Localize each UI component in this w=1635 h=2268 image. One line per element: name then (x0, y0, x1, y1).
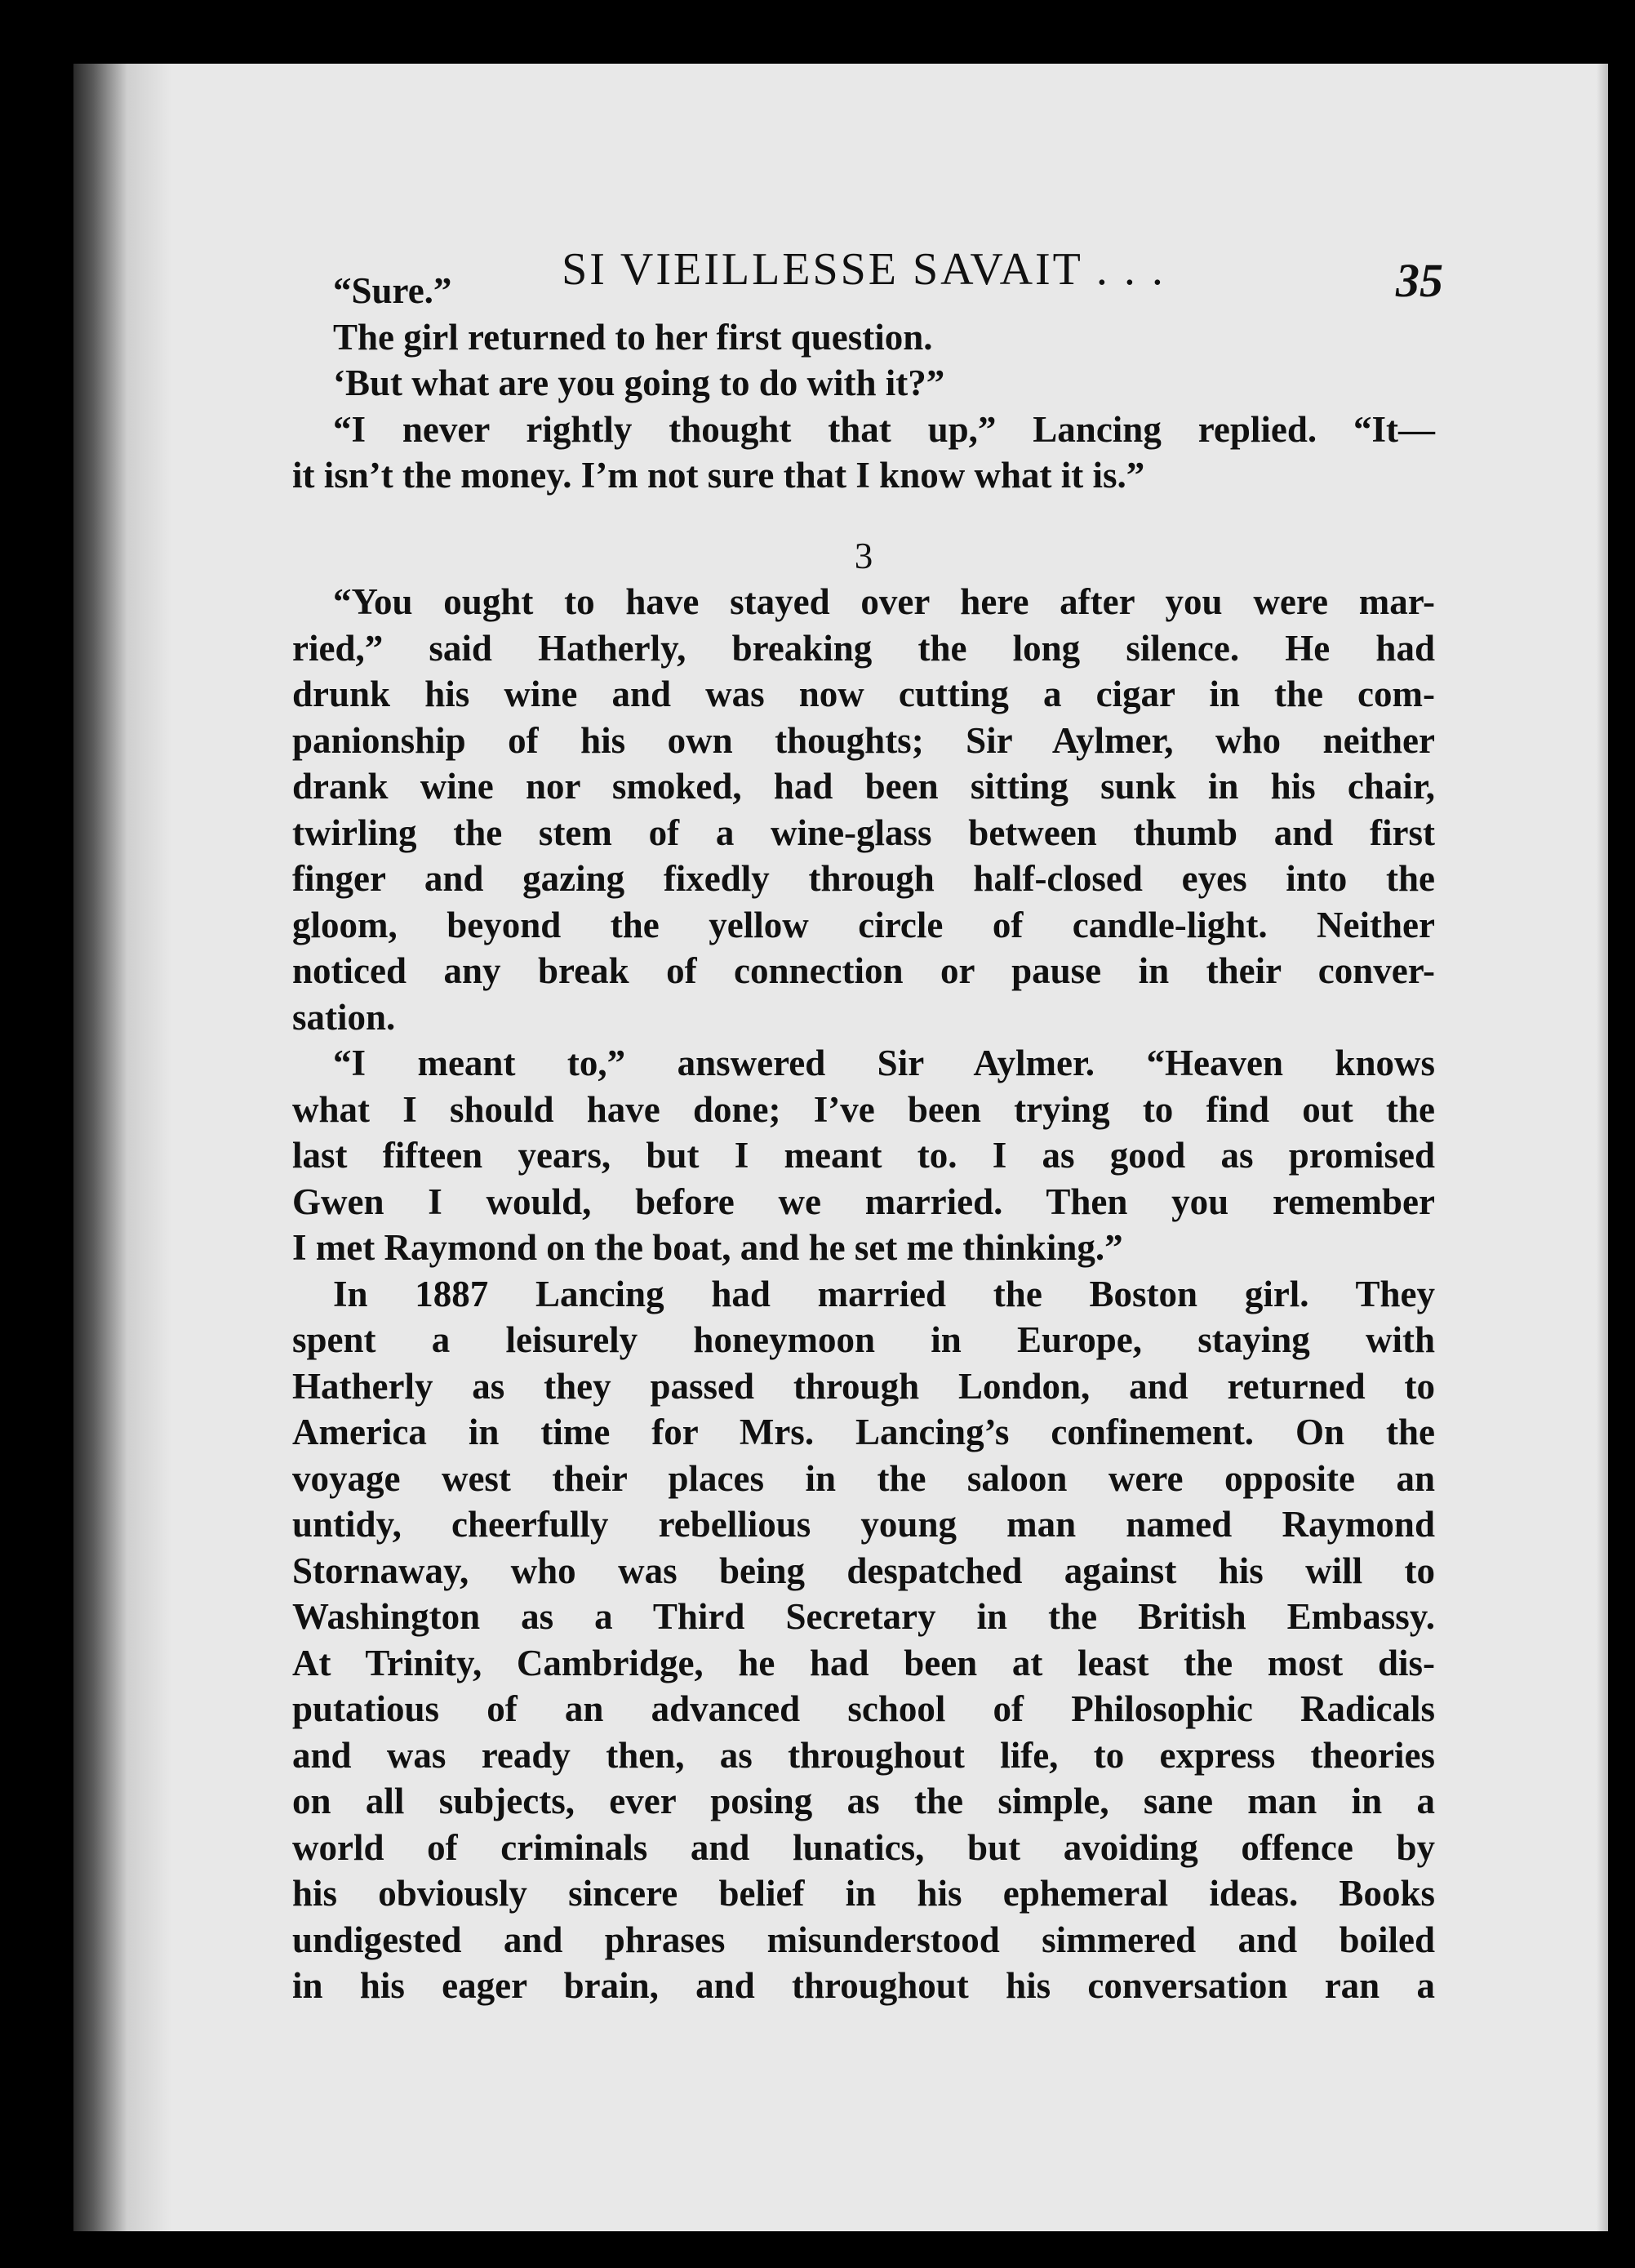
text-line: Washington as a Third Secretary in the British Embassy. (292, 1596, 1435, 1637)
text-line: gloom, beyond the yellow circle of candle-light. Neither (292, 904, 1435, 945)
text-line: voyage west their places in the saloon were opposite an (292, 1457, 1435, 1499)
text-line: Gwen I would, before we married. Then you remember (292, 1181, 1435, 1222)
text-line: ried,” said Hatherly, breaking the long silence. He had (292, 627, 1435, 669)
text-line: America in time for Mrs. Lancing’s confinement. On the (292, 1412, 1435, 1452)
section-number: 3 (854, 535, 873, 576)
text-line: and was ready then, as throughout life, to express theories (292, 1734, 1435, 1776)
text-line: drank wine nor smoked, had been sitting sunk in his chair, (292, 766, 1435, 807)
running-title: SI VIEILLESSE SAVAIT . . . (562, 244, 1166, 295)
book-spine-shadow (73, 64, 171, 2231)
text-line: his obviously sincere belief in his ephemeral ideas. Books (292, 1873, 1435, 1914)
text-line: Hatherly as they passed through London, and returned to (292, 1365, 1435, 1407)
text-line: “I never rightly thought that up,” Lancing replied. “It— (333, 408, 1435, 450)
text-line: finger and gazing fixedly through half-closed eyes into the (292, 858, 1435, 899)
text-line: twirling the stem of a wine-glass between thumb and first (292, 812, 1435, 853)
text-line: I met Raymond on the boat, and he set me thinking.” (292, 1227, 1123, 1268)
text-line: The girl returned to her first question. (333, 316, 933, 358)
book-page (73, 64, 1608, 2231)
text-line: it isn’t the money. I’m not sure that I know what it is.” (292, 455, 1145, 496)
text-line: last fifteen years, but I meant to. I as good as promised (292, 1135, 1435, 1176)
text-line: noticed any break of connection or pause in their conver- (292, 950, 1435, 991)
text-block (292, 178, 1443, 2009)
text-line: “Sure.” (333, 270, 452, 311)
text-line: drunk his wine and was now cutting a cigar in the com- (292, 674, 1435, 714)
text-line: undigested and phrases misunderstood simmered and boiled (292, 1919, 1435, 1960)
page-body (292, 268, 1435, 2009)
text-line: on all subjects, ever posing as the simple, sane man in a (292, 1781, 1435, 1821)
page-edge (1597, 64, 1608, 2231)
text-line: panionship of his own thoughts; Sir Aylmer, who neither (292, 719, 1435, 761)
text-line: sation. (292, 996, 396, 1038)
text-line: Stornaway, who was being despatched against his will to (292, 1550, 1435, 1591)
text-line: ‘But what are you going to do with it?” (333, 362, 945, 403)
page-number: 35 (1396, 254, 1443, 307)
text-line: what I should have done; I’ve been trying to find out the (292, 1088, 1435, 1130)
text-line: putatious of an advanced school of Philosophic Radicals (292, 1688, 1435, 1729)
text-line: “You ought to have stayed over here after you were mar- (333, 581, 1435, 622)
text-line: untidy, cheerfully rebellious young man named Raymond (292, 1504, 1435, 1545)
text-line: At Trinity, Cambridge, he had been at least the most dis- (292, 1642, 1435, 1683)
text-line: world of criminals and lunatics, but avoiding offence by (292, 1826, 1435, 1868)
text-line: In 1887 Lancing had married the Boston girl. They (333, 1273, 1435, 1314)
text-line: “I meant to,” answered Sir Aylmer. “Heaven knows (333, 1043, 1435, 1083)
text-line: in his eager brain, and throughout his conversation ran a (292, 1965, 1435, 2006)
text-line: spent a leisurely honeymoon in Europe, staying with (292, 1319, 1435, 1360)
